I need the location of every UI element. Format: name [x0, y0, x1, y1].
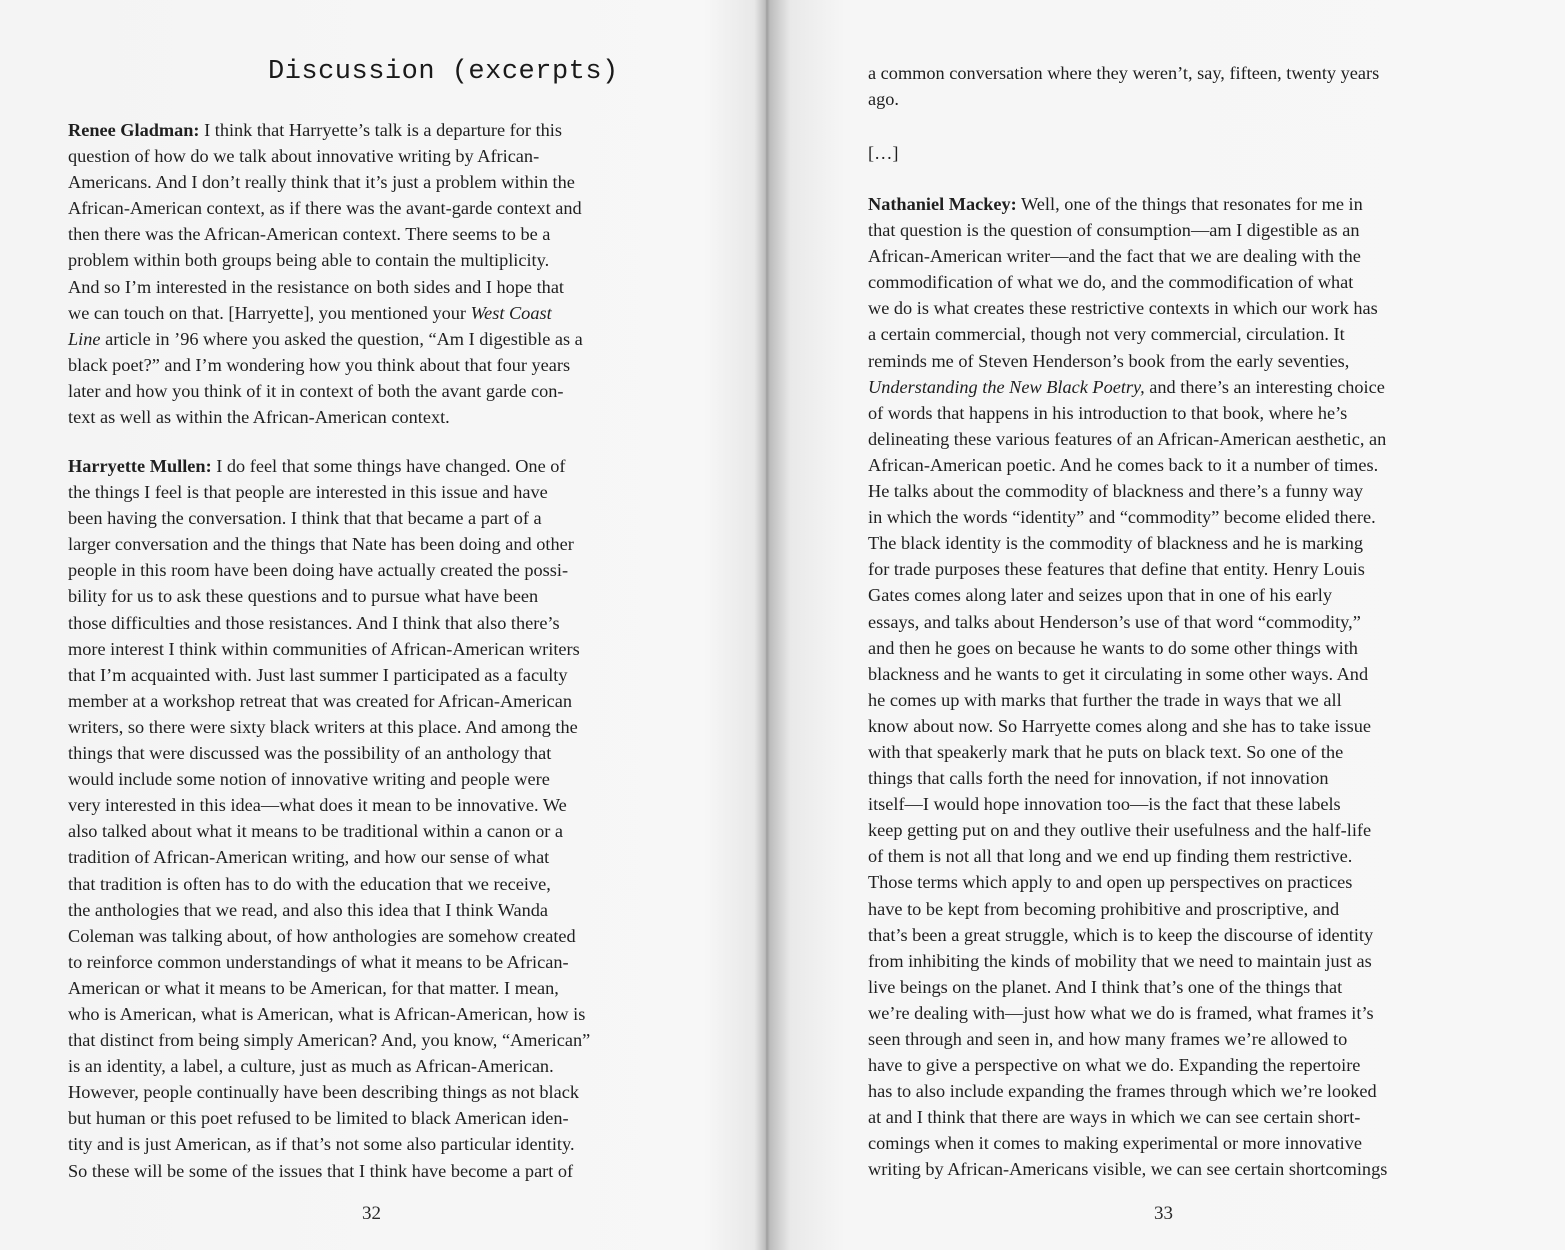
text-line: that I’m acquainted with. Just last summer I participated as a faculty [68, 664, 568, 685]
text-line: know about now. So Harryette comes along and she has to take issue [868, 715, 1371, 736]
italic-title: Understanding the New Black Poetry, [868, 376, 1145, 397]
text-line: blackness and he wants to get it circulating in some other ways. And [868, 663, 1369, 684]
text-line: commodification of what we do, and the commodification of what [868, 272, 1354, 293]
text-line: The black identity is the commodity of blackness and he is marking [868, 533, 1364, 554]
text-line: who is American, what is American, what is African-American, how is [68, 1003, 586, 1024]
text-line: would include some notion of innovative writing and people were [68, 769, 550, 790]
text-line: people in this room have been doing have actually created the possi- [68, 560, 569, 581]
text-line: we’re dealing with—just how what we do is framed, what frames it’s [868, 1002, 1374, 1023]
text-line: later and how you think of it in context of both the avant garde con- [68, 380, 564, 401]
speaker-name: Nathaniel Mackey: [868, 194, 1017, 214]
text-line: we can touch on that. [Harryette], you mentioned your [68, 302, 471, 323]
text-line: Well, one of the things that resonates for me in [1016, 194, 1363, 214]
text-line: from inhibiting the kinds of mobility that we need to maintain just as [868, 950, 1372, 971]
text-line: ago. [868, 89, 899, 110]
text-line: of words that happens in his introduction to that book, where he’s [868, 402, 1348, 423]
text-line: tradition of African-American writing, and how our sense of what [68, 847, 550, 868]
italic-title: Line [68, 328, 101, 349]
text-line: itself—I would hope innovation too—is the fact that these labels [868, 794, 1341, 815]
text-line: tity and is just American, as if that’s not some also particular identity. [68, 1134, 575, 1155]
left-page [0, 0, 760, 1250]
text-line: larger conversation and the things that Nate has been doing and other [68, 534, 574, 555]
text-line: text as well as within the African-American context. [68, 407, 450, 428]
text-line: that distinct from being simply American? And, you know, “American” [68, 1030, 591, 1051]
text-line: very interested in this idea—what does it mean to be innovative. We [68, 795, 567, 816]
text-line: African-American writer—and the fact that we are dealing with the [868, 246, 1361, 267]
text-line: also talked about what it means to be traditional within a canon or a [68, 821, 563, 842]
continued-text [868, 60, 1468, 112]
ellipsis-marker: […] [868, 143, 899, 163]
text-line: the anthologies that we read, and also this idea that I think Wanda [68, 899, 548, 920]
text-line: those difficulties and those resistances. And I think that also there’s [68, 612, 560, 633]
text-line: a common conversation where they weren’t, say, fifteen, twenty years [868, 63, 1380, 83]
paragraph-harryette-mullen [68, 453, 668, 1184]
text-line: has to also include expanding the frames through which we’re looked [868, 1081, 1377, 1102]
speaker-name: Harryette Mullen: [68, 456, 212, 476]
text-line: for trade purposes these features that define that entity. Henry Louis [868, 559, 1365, 580]
text-line: Gates comes along later and seizes upon that in one of his early [868, 585, 1332, 606]
text-line: and then he goes on because he wants to do some other things with [868, 637, 1358, 658]
text-line: essays, and talks about Henderson’s use of that word “commodity,” [868, 611, 1361, 632]
italic-title: West Coast [470, 302, 552, 323]
text-line: I do feel that some things have changed. One of [211, 456, 566, 476]
text-lines [868, 400, 1468, 1183]
page-number: 32 [362, 1203, 381, 1224]
text-line: is an identity, a label, a culture, just as much as African-American. [68, 1056, 554, 1077]
text-line: that tradition is often has to do with the education that we receive, [68, 873, 551, 894]
text-line: have to be kept from becoming prohibitive and proscriptive, and [868, 898, 1340, 919]
text-line: comings when it comes to making experimental or more innovative [868, 1133, 1362, 1154]
text-line: things that were discussed was the possibility of an anthology that [68, 743, 552, 764]
text-line: Coleman was talking about, of how anthologies are somehow created [68, 925, 576, 946]
text-line: Americans. And I don’t really think that it’s just a problem within the [68, 172, 575, 193]
section-heading: Discussion (excerpts) [268, 57, 619, 87]
text-line: things that calls forth the need for innovation, if not innovation [868, 768, 1329, 789]
text-lines [68, 143, 668, 300]
page-number: 33 [1154, 1203, 1173, 1224]
text-line: a certain commercial, though not very commercial, circulation. It [868, 324, 1345, 345]
text-line: but human or this poet refused to be limited to black American iden- [68, 1108, 569, 1129]
text-line: problem within both groups being able to contain the multiplicity. [68, 250, 550, 271]
text-line: African-American poetic. And he comes back to it a number of times. [868, 454, 1379, 475]
text-line: and there’s an interesting choice [1144, 376, 1385, 397]
text-line: at and I think that there are ways in which we can see certain short- [868, 1107, 1361, 1128]
text-line: reminds me of Steven Henderson’s book from the early seventies, [868, 350, 1350, 371]
text-line: writing by African-Americans visible, we can see certain shortcomings [868, 1159, 1388, 1180]
text-lines [868, 60, 1468, 112]
text-line: So these will be some of the issues that I think have become a part of [68, 1160, 574, 1181]
text-line: keep getting put on and they outlive their usefulness and the half-life [868, 820, 1372, 841]
text-line: then there was the African-American context. There seems to be a [68, 224, 551, 245]
text-line: He talks about the commodity of blackness and there’s a funny way [868, 481, 1363, 502]
text-line: in which the words “identity” and “commodity” become elided there. [868, 507, 1376, 528]
text-line: to reinforce common understandings of what it means to be African- [68, 951, 569, 972]
text-line: he comes up with marks that further the trade in ways that we all [868, 689, 1342, 710]
text-line: Those terms which apply to and open up perspectives on practices [868, 872, 1353, 893]
paragraph-renee-gladman [68, 117, 668, 430]
text-line: we do is what creates these restrictive contexts in which our work has [868, 298, 1378, 319]
text-line: black poet?” and I’m wondering how you think about that four years [68, 354, 571, 375]
text-line: writers, so there were sixty black writers at this place. And among the [68, 716, 578, 737]
text-line: African-American context, as if there was the avant-garde context and [68, 198, 582, 219]
text-lines [868, 217, 1468, 374]
text-line: However, people continually have been describing things as not black [68, 1082, 579, 1103]
text-line: American or what it means to be American, for that matter. I mean, [68, 977, 559, 998]
text-lines [68, 479, 668, 1184]
text-line: that’s been a great struggle, which is to keep the discourse of identity [868, 924, 1374, 945]
text-line: more interest I think within communities of African-American writers [68, 638, 580, 659]
text-line: And so I’m interested in the resistance on both sides and I hope that [68, 276, 565, 297]
text-line: live beings on the planet. And I think that’s one of the things that [868, 976, 1343, 997]
text-line: the things I feel is that people are interested in this issue and have [68, 482, 548, 503]
text-line: question of how do we talk about innovative writing by African- [68, 146, 540, 167]
text-lines [68, 352, 668, 430]
text-line: been having the conversation. I think that that became a part of a [68, 508, 542, 529]
speaker-name: Renee Gladman: [68, 120, 200, 140]
text-line: have to give a perspective on what we do. Expanding the repertoire [868, 1055, 1361, 1076]
text-line: article in ’96 where you asked the question, “Am I digestible as a [100, 328, 583, 349]
text-line: seen through and seen in, and how many frames we’re allowed to [868, 1029, 1348, 1049]
text-line: of them is not all that long and we end up finding them restrictive. [868, 846, 1353, 867]
paragraph-nathaniel-mackey [868, 191, 1468, 1183]
text-line: member at a workshop retreat that was created for African-American [68, 690, 573, 711]
text-line: bility for us to ask these questions and to pursue what have been [68, 586, 539, 607]
text-line: I think that Harryette’s talk is a departure for this [199, 120, 562, 140]
text-line: delineating these various features of an African-American aesthetic, an [868, 428, 1387, 449]
text-line: that question is the question of consumption—am I digestible as an [868, 220, 1360, 241]
text-line: with that speakerly mark that he puts on black text. So one of the [868, 741, 1344, 762]
right-page [764, 0, 1565, 1250]
